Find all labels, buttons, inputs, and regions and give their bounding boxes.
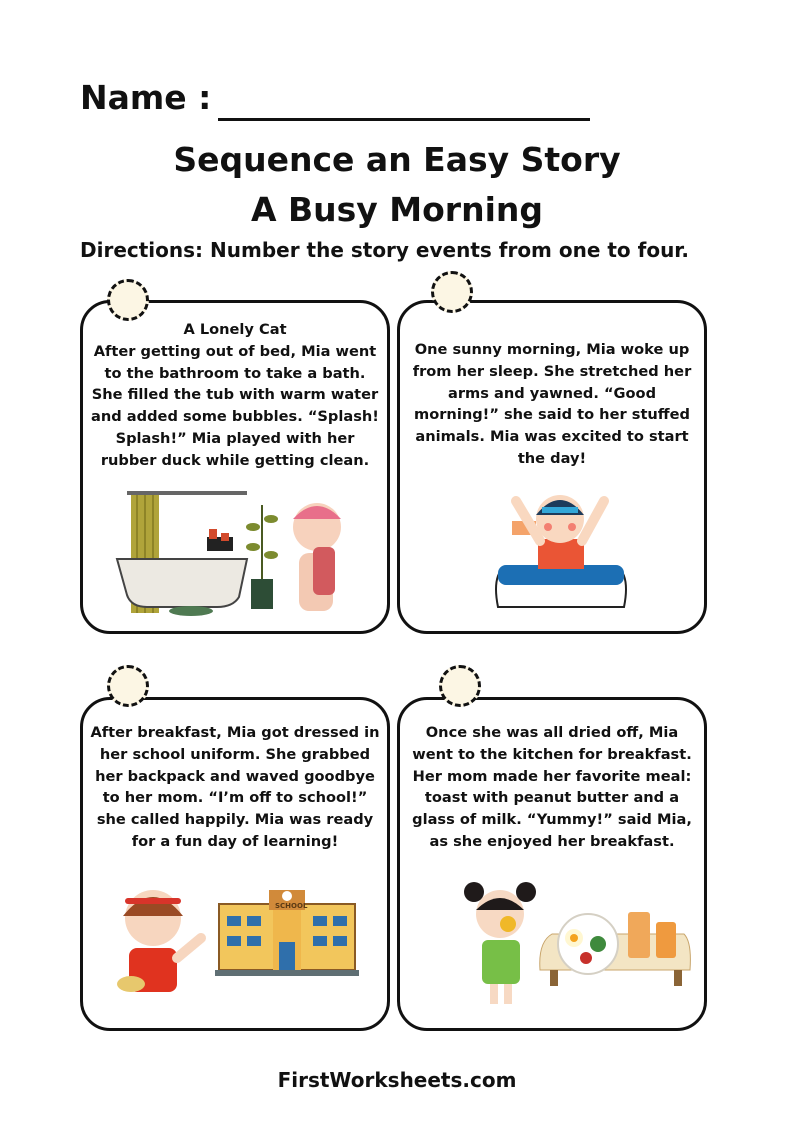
card-1-text: [89, 319, 381, 472]
sequence-number-circle-2[interactable]: [431, 271, 473, 313]
directions: Directions: Number the story events from one to four.: [80, 238, 689, 262]
story-card-4: [397, 697, 707, 1031]
card-4-text: [406, 722, 698, 853]
card-2-text: [406, 339, 698, 470]
wakeup-illustration: [488, 481, 634, 619]
name-write-line[interactable]: [218, 118, 590, 121]
card-4-body: Once she was all dried off, Mia went to the kitchen for breakfast. Her mom made her favorite meal: toast with peanut butter and a glass of milk. “Yummy!” said Mia, as she enjoyed her breakfast.: [412, 724, 692, 850]
breakfast-table: [540, 912, 691, 986]
sequence-number-circle-4[interactable]: [439, 665, 481, 707]
school-sign: SCHOOL: [275, 902, 308, 910]
story-card-2: [397, 300, 707, 634]
sequence-number-circle-3[interactable]: [107, 665, 149, 707]
school-building: [215, 890, 359, 976]
footer-site: FirstWorksheets.com: [277, 1068, 517, 1092]
card-3-text: [89, 722, 381, 853]
card-1-body: After getting out of bed, Mia went to the bathroom to take a bath. She filled the tub with warm water and added some bubbles. “Splash! Splash!” Mia played with her rubber duck while getting clean.: [91, 342, 379, 469]
girl-with-flower: [464, 882, 536, 1004]
school-illustration: [107, 882, 369, 1010]
girl-drying: [293, 503, 341, 611]
title-line-2: A Busy Morning: [250, 190, 544, 229]
name-label: Name :: [80, 78, 212, 117]
card-2-body: One sunny morning, Mia woke up from her sleep. She stretched her arms and yawned. “Good morning!” she said to her stuffed animals. Mia was excited to start the day!: [412, 341, 692, 467]
story-card-3: [80, 697, 390, 1031]
title-line-1: Sequence an Easy Story: [173, 140, 621, 179]
card-1-title: A Lonely Cat: [183, 321, 287, 338]
girl-waving: [117, 890, 201, 992]
breakfast-illustration: [456, 882, 692, 1010]
card-3-body: After breakfast, Mia got dressed in her school uniform. She grabbed her backpack and waved goodbye to her mom. “I’m off to school!” she called happily. Mia was ready for a fun day of learning!: [90, 724, 380, 850]
sequence-number-circle-1[interactable]: [107, 279, 149, 321]
bathroom-illustration: [113, 485, 353, 617]
bathtub: [117, 559, 247, 607]
story-card-1: [80, 300, 390, 634]
girl-in-bed: [516, 495, 604, 569]
